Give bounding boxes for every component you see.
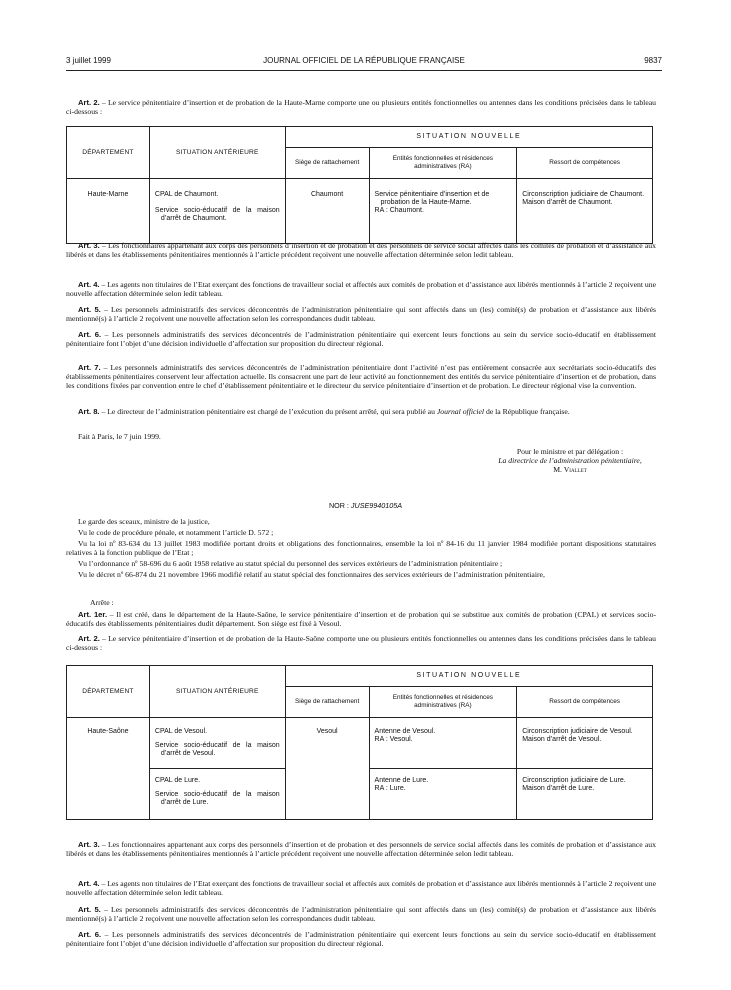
ent-line: RA : Vesoul.: [374, 736, 413, 743]
ent-line: Service pénitentiaire d’insertion et de probation de la Haute-Marne.: [374, 191, 490, 206]
s2-article-5: [66, 906, 656, 924]
s1-fait: Fait à Paris, le 7 juin 1999.: [78, 432, 161, 441]
cell-anterieure: [149, 769, 285, 820]
cell-ressort: [517, 718, 653, 769]
col-situation-nouvelle: SITUATION NOUVELLE: [285, 127, 652, 148]
s1-article-4: [66, 281, 656, 299]
ent-line: RA : Chaumont.: [374, 207, 424, 214]
article-text: – Les personnels administratifs des services déconcentrés de l’administration pénitentiaire qui sont affectés dans un (les) comité(s) de probation et d’assistance aux libérés mentionné(s) à l’article 2 reçoivent une nouvelle affectation selon les correspondances dudit tableau.: [66, 305, 656, 323]
header-rule: [66, 70, 662, 71]
ent-line: Antenne de Vesoul.: [374, 728, 436, 735]
header-page-number: 9837: [644, 56, 662, 65]
s1-article-3: [66, 242, 656, 260]
article-label: Art. 2.: [78, 634, 100, 643]
res-line: Maison d’arrêt de Vesoul.: [522, 736, 602, 743]
article-label: Art. 2.: [78, 98, 100, 107]
col-entites: Entités fonctionnelles et résidences administratives (RA): [369, 148, 517, 179]
article-label: Art. 6.: [78, 930, 102, 939]
article-text: – Les agents non titulaires de l’Etat exerçant des fonctions de travailleur social et affectés aux comités de probation et d’assistance aux libérés mentionnés à l’article 2 reçoivent une nouvelle affectation déterminée selon ledit tableau.: [66, 280, 656, 298]
nor-reference: [0, 501, 731, 510]
cell-dept: Haute-Marne: [67, 179, 150, 244]
ant-line: CPAL de Chaumont.: [154, 191, 219, 198]
s1-article-7: [66, 364, 656, 390]
col-siege: Siège de rattachement: [285, 148, 369, 179]
col-entites: Entités fonctionnelles et résidences administratives (RA): [369, 687, 517, 718]
article-label: Art. 1er.: [78, 610, 108, 619]
table-row: [67, 179, 653, 244]
ant-line: CPAL de Vesoul.: [154, 728, 208, 735]
article-text: – Les fonctionnaires appartenant aux corps des personnels d’insertion et de probation et des personnels de service social affectés dans les comités de probation et d’assistance aux libérés et dans les établissements pénitentiaires mentionnés à l’article précédent reçoivent une nouvelle affectation déterminée selon ledit tableau.: [66, 241, 656, 259]
article-label: Art. 6.: [78, 330, 102, 339]
s2-article-4: [66, 880, 656, 898]
header-journal-title: JOURNAL OFFICIEL DE LA RÉPUBLIQUE FRANÇAISE: [263, 56, 465, 65]
article-text: – Le service pénitentiaire d’insertion et de probation de la Haute-Saône comporte une ou plusieurs entités fonctionnelles ou antennes dans les conditions précisées dans le tableau ci-dessous :: [66, 634, 656, 652]
article-text: – Le directeur de l’administration pénitentiaire est chargé de l’exécution du présent arrêté, qui sera publié au: [99, 407, 437, 416]
col-siege: Siège de rattachement: [285, 687, 369, 718]
s2-vu: Vu l’ordonnance nº 58-696 du 6 août 1958 relative au statut spécial du personnel des services extérieurs de l’administration pénitentiaire ;: [78, 559, 503, 568]
s2-vu: Vu le décret nº 66-874 du 21 novembre 1966 modifié relatif au statut spécial des fonctionnaires des services extérieurs de l’administration pénitentiaire,: [78, 570, 545, 579]
col-situation-nouvelle: SITUATION NOUVELLE: [285, 666, 652, 687]
s2-vu: Vu le code de procédure pénale, et notamment l’article D. 572 ;: [78, 528, 274, 537]
article-text: – Les personnels administratifs des services déconcentrés de l’administration pénitentiaire qui exercent leurs fonctions au sein du service socio-éducatif en établissement pénitentiaire font l’objet d’une décision individuelle d’affectation sur proposition du directeur régional.: [66, 330, 656, 348]
s2-article-3: [66, 841, 656, 859]
ent-line: Antenne de Lure.: [374, 777, 429, 784]
res-line: Maison d’arrêt de Lure.: [522, 785, 595, 792]
col-departement: DÉPARTEMENT: [67, 666, 150, 718]
ent-line: RA : Lure.: [374, 785, 406, 792]
res-line: Circonscription judiciaire de Vesoul.: [522, 728, 633, 735]
article-text: de la République française.: [484, 407, 570, 416]
article-label: Art. 3.: [78, 241, 100, 250]
article-text: – Les personnels administratifs des services déconcentrés de l’administration pénitentiaire qui sont affectés dans un (les) comité(s) de probation et d’assistance aux libérés mentionné(s) à l’article 2 reçoivent une nouvelle affectation selon les correspondances dudit tableau.: [66, 905, 656, 923]
article-text: – Les fonctionnaires appartenant aux corps des personnels d’insertion et de probation et des personnels de service social affectés dans les comités de probation et d’assistance aux libérés et dans les établissements pénitentiaires mentionnés à l’article précédent reçoivent une nouvelle affectation déterminée selon ledit tableau.: [66, 840, 656, 858]
article-label: Art. 5.: [78, 305, 101, 314]
s2-intro: Le garde des sceaux, ministre de la justice,: [78, 517, 210, 526]
s2-vu: Vu la loi nº 83-634 du 13 juillet 1983 modifiée portant droits et obligations des fonctionnaires, ensemble la loi nº 84-16 du 11 janvier 1984 modifiée portant dispositions statutaires relatives à la fonction publique de l’Etat ;: [66, 539, 656, 557]
article-text: – Il est créé, dans le département de la Haute-Saône, le service pénitentiaire d’insertion et de probation qui se substitue aux comités de probation (CPAL) et services socio-éducatifs des établissements pénitentiaires dudit département. Son siège est fixé à Vesoul.: [66, 610, 656, 628]
col-situation-anterieure: SITUATION ANTÉRIEURE: [149, 666, 285, 718]
page-header: [66, 56, 662, 68]
cell-entites: [369, 179, 517, 244]
cell-anterieure: [149, 179, 285, 244]
col-departement: DÉPARTEMENT: [67, 127, 150, 179]
cell-siege: Vesoul: [285, 718, 369, 820]
cell-entites: [369, 769, 517, 820]
s1-signature: [470, 447, 670, 474]
s1-article-2: [66, 99, 656, 117]
ant-line: Service socio-éducatif de la maison d’arrêt de Lure.: [154, 791, 280, 806]
res-line: Maison d’arrêt de Chaumont.: [522, 199, 613, 206]
article-label: Art. 3.: [78, 840, 100, 849]
s1-article-6: [66, 331, 656, 349]
article-label: Art. 7.: [78, 363, 101, 372]
s2-article-6: [66, 931, 656, 949]
ant-line: Service socio-éducatif de la maison d’arrêt de Vesoul.: [154, 742, 280, 757]
cell-siege: Chaumont: [285, 179, 369, 244]
article-label: Art. 5.: [78, 905, 101, 914]
article-text: – Les agents non titulaires de l’Etat exerçant des fonctions de travailleur social et affectés aux comités de probation et d’assistance aux libérés mentionnés à l’article 2 reçoivent une nouvelle affectation déterminée selon ledit tableau.: [66, 879, 656, 897]
s1-article-8: [66, 408, 656, 417]
s2-table: [66, 665, 653, 820]
cell-dept: Haute-Saône: [67, 718, 150, 820]
sig-line: La directrice de l’administration pénitentiaire,: [498, 456, 642, 465]
s2-article-2: [66, 635, 656, 653]
cell-anterieure: [149, 718, 285, 769]
article-text: – Le service pénitentiaire d’insertion et de probation de la Haute-Marne comporte une ou plusieurs entités fonctionnelles ou antennes dans les conditions précisées dans le tableau ci-dessous :: [66, 98, 656, 116]
s2-arrete: Arrête :: [90, 598, 114, 607]
cell-entites: [369, 718, 517, 769]
cell-ressort: [517, 179, 653, 244]
cell-ressort: [517, 769, 653, 820]
s2-article-1: [66, 611, 656, 629]
s1-article-5: [66, 306, 656, 324]
sig-name: M. Viallet: [553, 465, 587, 474]
s1-table: [66, 126, 653, 244]
col-situation-anterieure: SITUATION ANTÉRIEURE: [149, 127, 285, 179]
res-line: Circonscription judiciaire de Chaumont.: [522, 191, 645, 198]
col-ressort: Ressort de compétences: [517, 687, 653, 718]
article-text: – Les personnels administratifs des services déconcentrés de l’administration pénitentiaire qui exercent leurs fonctions au sein du service socio-éducatif en établissement pénitentiaire font l’objet d’une décision individuelle d’affectation sur proposition du directeur régional.: [66, 930, 656, 948]
nor-label: NOR :: [328, 501, 351, 510]
col-ressort: Ressort de compétences: [517, 148, 653, 179]
article-text: – Les personnels administratifs des services déconcentrés de l’administration pénitentiaire dont l’activité n’est pas entièrement consacrée aux secrétariats socio-éducatifs des établissements pénitentiaires conservent leur affectation actuelle. Ils consacrent une part de leur activité au fonctionnement des entités du service pénitentiaire d’insertion et de probation, dans les conditions fixées par convention entre le chef d’établissement pénitentiaire et le directeur du service pénitentiaire d’insertion et de probation. Le directeur régional vise la convention.: [66, 363, 656, 390]
article-label: Art. 4.: [78, 280, 100, 289]
header-date: 3 juillet 1999: [66, 56, 111, 65]
nor-code: JUSE9940105A: [350, 501, 403, 510]
ant-line: Service socio-éducatif de la maison d’arrêt de Chaumont.: [154, 207, 280, 222]
article-label: Art. 8.: [78, 407, 100, 416]
journal-officiel-ref: Journal officiel: [436, 407, 485, 416]
res-line: Circonscription judiciaire de Lure.: [522, 777, 626, 784]
article-label: Art. 4.: [78, 879, 100, 888]
ant-line: CPAL de Lure.: [154, 777, 201, 784]
sig-line: Pour le ministre et par délégation :: [516, 447, 624, 456]
table-row: [67, 718, 653, 769]
